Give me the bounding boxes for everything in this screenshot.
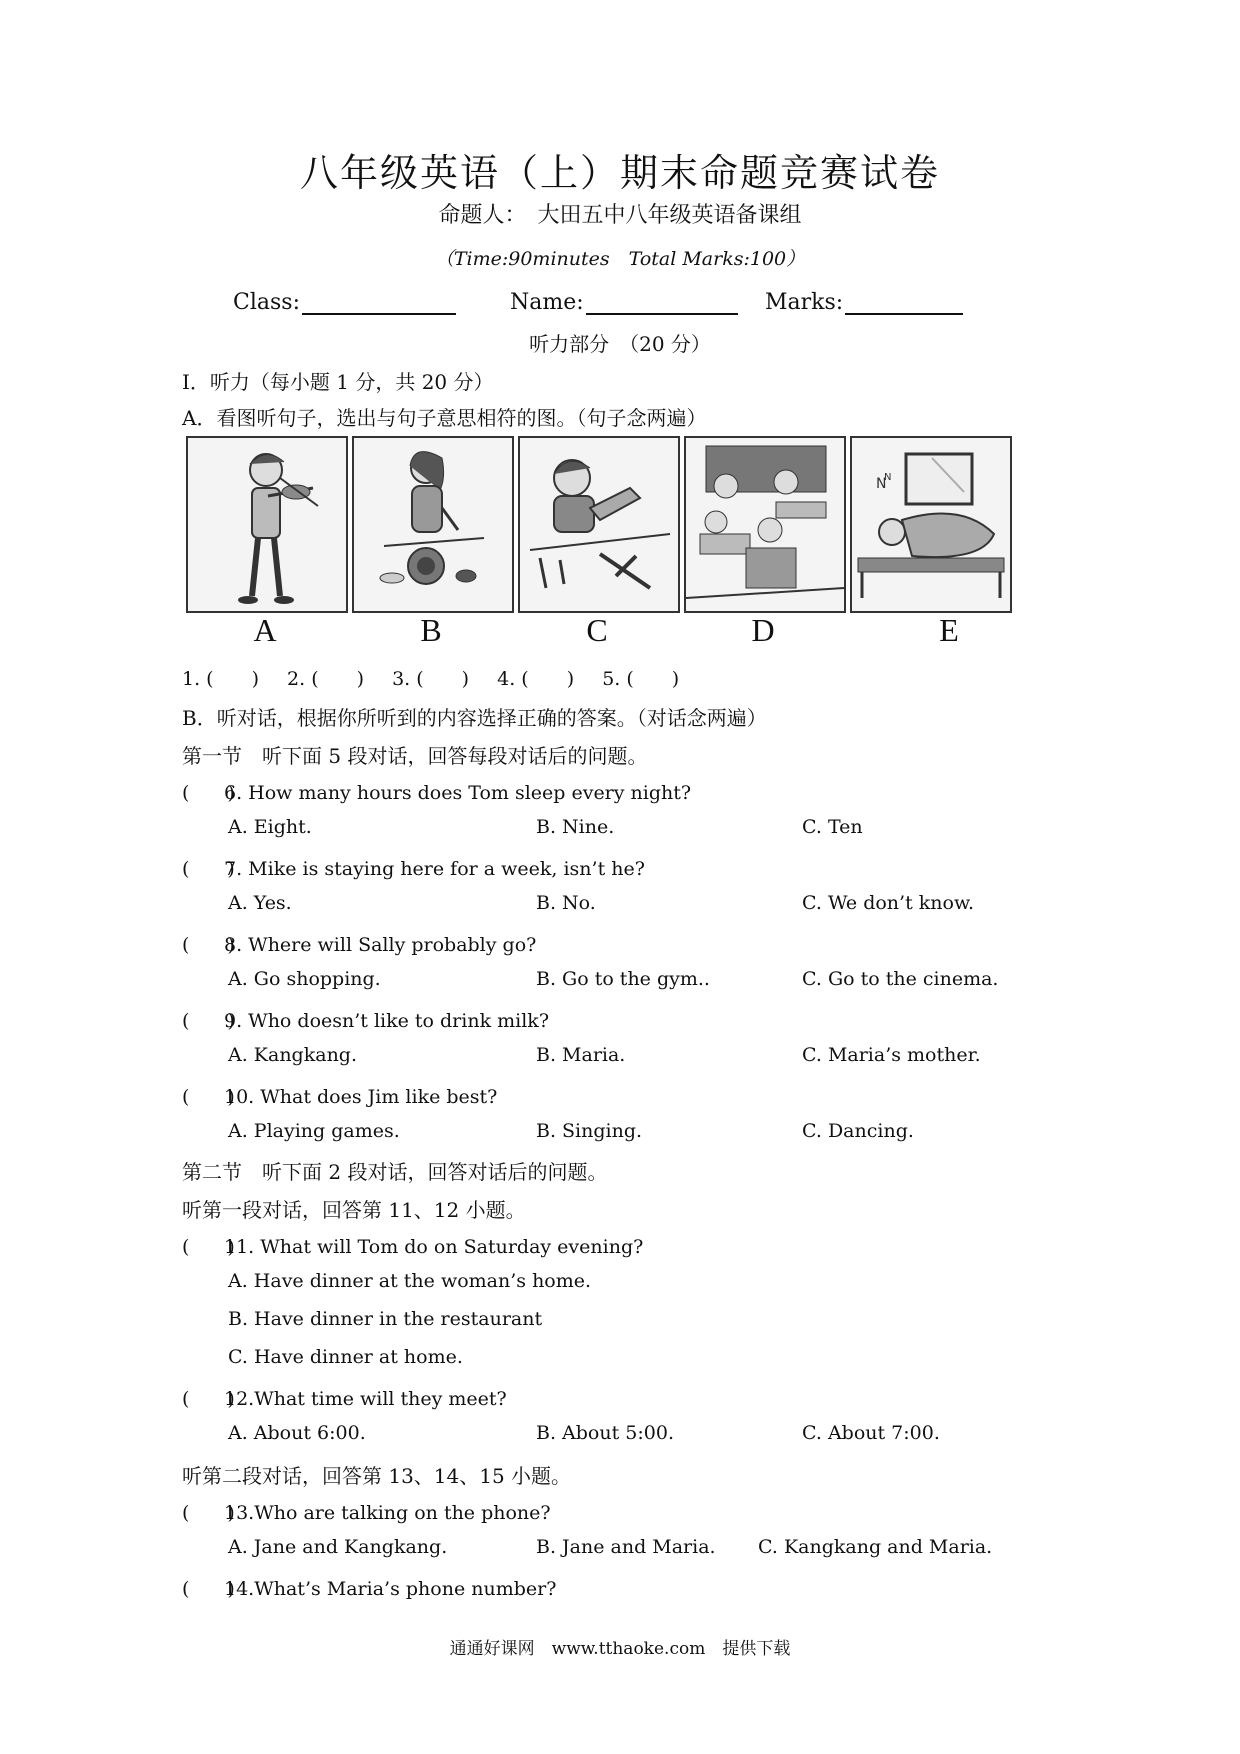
answer-blank[interactable]: 2. ( ) — [287, 668, 365, 690]
author-line: 命题人： 大田五中八年级英语备课组 — [438, 203, 802, 228]
answer-blank[interactable]: ( ) — [182, 1578, 235, 1600]
option-a: A. Kangkang. — [228, 1044, 358, 1066]
option-b: B. About 5:00. — [536, 1422, 674, 1444]
question-11 — [182, 1232, 643, 1259]
answer-blank[interactable]: ( ) — [182, 1502, 235, 1524]
question-8 — [182, 930, 536, 957]
picture-label-d: D — [751, 612, 775, 648]
part-title: I．听力（每小题 1 分，共 20 分） — [182, 370, 494, 394]
option-c: C. Maria’s mother. — [802, 1044, 981, 1066]
option-c: C. Go to the cinema. — [802, 968, 999, 990]
answer-blanks[interactable] — [182, 664, 701, 691]
footer-credit: 通通好课网 www.tthaoke.com 提供下载 — [449, 1639, 791, 1659]
answer-blank[interactable]: ( ) — [182, 782, 235, 804]
picture-label-e: E — [939, 612, 959, 648]
answer-blank[interactable]: 3. ( ) — [392, 668, 470, 690]
class-label: Class: — [233, 290, 300, 315]
question-6 — [182, 778, 691, 805]
question-14 — [182, 1574, 556, 1601]
option-b: B. No. — [536, 892, 596, 914]
class-field[interactable] — [233, 290, 456, 315]
question-text: 9. Who doesn’t like to drink milk? — [224, 1010, 550, 1032]
listening-heading: 听力部分 （20 分） — [529, 332, 711, 356]
option-c: C. We don’t know. — [802, 892, 974, 914]
name-label: Name: — [510, 290, 584, 315]
option-a: A. Jane and Kangkang. — [228, 1536, 448, 1558]
name-blank[interactable] — [586, 291, 738, 315]
answer-blank[interactable]: 5. ( ) — [602, 668, 680, 690]
marks-blank[interactable] — [845, 291, 963, 315]
dialog2-title: 听第二段对话，回答第 13、14、15 小题。 — [182, 1464, 572, 1488]
question-text: 7. Mike is staying here for a week, isn’t he? — [224, 858, 645, 880]
answer-blank[interactable]: ( ) — [182, 1236, 235, 1258]
picture-label-a: A — [253, 612, 277, 648]
option-b: B. Have dinner in the restaurant — [228, 1308, 543, 1330]
question-12 — [182, 1384, 507, 1411]
option-b: B. Nine. — [536, 816, 615, 838]
woman-cooking-icon — [352, 436, 514, 613]
part-a-instruction: A．看图听句子，选出与句子意思相符的图。（句子念两遍） — [182, 406, 707, 430]
question-9 — [182, 1006, 549, 1033]
picture-label-c: C — [586, 612, 608, 648]
svg-text:N: N — [876, 476, 887, 492]
answer-blank[interactable]: 4. ( ) — [497, 668, 575, 690]
question-7 — [182, 854, 645, 881]
option-b: B. Jane and Maria. — [536, 1536, 716, 1558]
option-c: C. Have dinner at home. — [228, 1346, 463, 1368]
option-a: A. Eight. — [228, 816, 312, 838]
marks-field[interactable] — [765, 290, 963, 315]
picture-label-b: B — [420, 612, 442, 648]
option-c: C. Ten — [802, 816, 863, 838]
boy-violin-icon — [186, 436, 348, 613]
question-text: 8. Where will Sally probably go? — [224, 934, 537, 956]
option-c: C. Dancing. — [802, 1120, 914, 1142]
answer-blank[interactable]: ( ) — [182, 934, 235, 956]
answer-blank[interactable]: ( ) — [182, 1388, 235, 1410]
boy-model-plane-icon — [518, 436, 680, 613]
question-text: 14.What’s Maria’s phone number? — [224, 1578, 557, 1600]
option-c: C. About 7:00. — [802, 1422, 940, 1444]
option-a: A. Yes. — [228, 892, 292, 914]
option-c: C. Kangkang and Maria. — [758, 1536, 993, 1558]
option-a: A. Have dinner at the woman’s home. — [228, 1270, 592, 1292]
question-text: 11. What will Tom do on Saturday evening? — [224, 1236, 644, 1258]
option-a: A. About 6:00. — [228, 1422, 366, 1444]
question-text: 13.Who are talking on the phone? — [224, 1502, 551, 1524]
question-10 — [182, 1082, 497, 1109]
option-a: A. Go shopping. — [228, 968, 381, 990]
time-info: （Time:90minutes Total Marks:100） — [434, 248, 806, 270]
name-field[interactable] — [510, 290, 738, 315]
part-b-instruction: B．听对话，根据你所听到的内容选择正确的答案。（对话念两遍） — [182, 706, 767, 730]
svg-text:N: N — [884, 472, 892, 483]
option-b: B. Maria. — [536, 1044, 626, 1066]
dialog1-title: 听第一段对话，回答第 11、12 小题。 — [182, 1198, 526, 1222]
question-13 — [182, 1498, 551, 1525]
section1-title: 第一节 听下面 5 段对话，回答每段对话后的问题。 — [182, 744, 648, 768]
picture-row — [186, 436, 1027, 613]
classroom-icon — [684, 436, 846, 613]
sleeping-icon — [850, 436, 1012, 613]
option-b: B. Go to the gym.. — [536, 968, 710, 990]
option-b: B. Singing. — [536, 1120, 643, 1142]
answer-blank[interactable]: ( ) — [182, 1010, 235, 1032]
question-text: 12.What time will they meet? — [224, 1388, 507, 1410]
option-a: A. Playing games. — [228, 1120, 400, 1142]
answer-blank[interactable]: ( ) — [182, 1086, 235, 1108]
class-blank[interactable] — [302, 291, 456, 315]
page-title: 八年级英语（上）期末命题竞赛试卷 — [299, 151, 940, 195]
question-text: 6. How many hours does Tom sleep every night? — [224, 782, 692, 804]
section2-title: 第二节 听下面 2 段对话，回答对话后的问题。 — [182, 1160, 608, 1184]
answer-blank[interactable]: 1. ( ) — [182, 668, 259, 690]
answer-blank[interactable]: ( ) — [182, 858, 235, 880]
question-text: 10. What does Jim like best? — [224, 1086, 498, 1108]
marks-label: Marks: — [765, 290, 844, 315]
